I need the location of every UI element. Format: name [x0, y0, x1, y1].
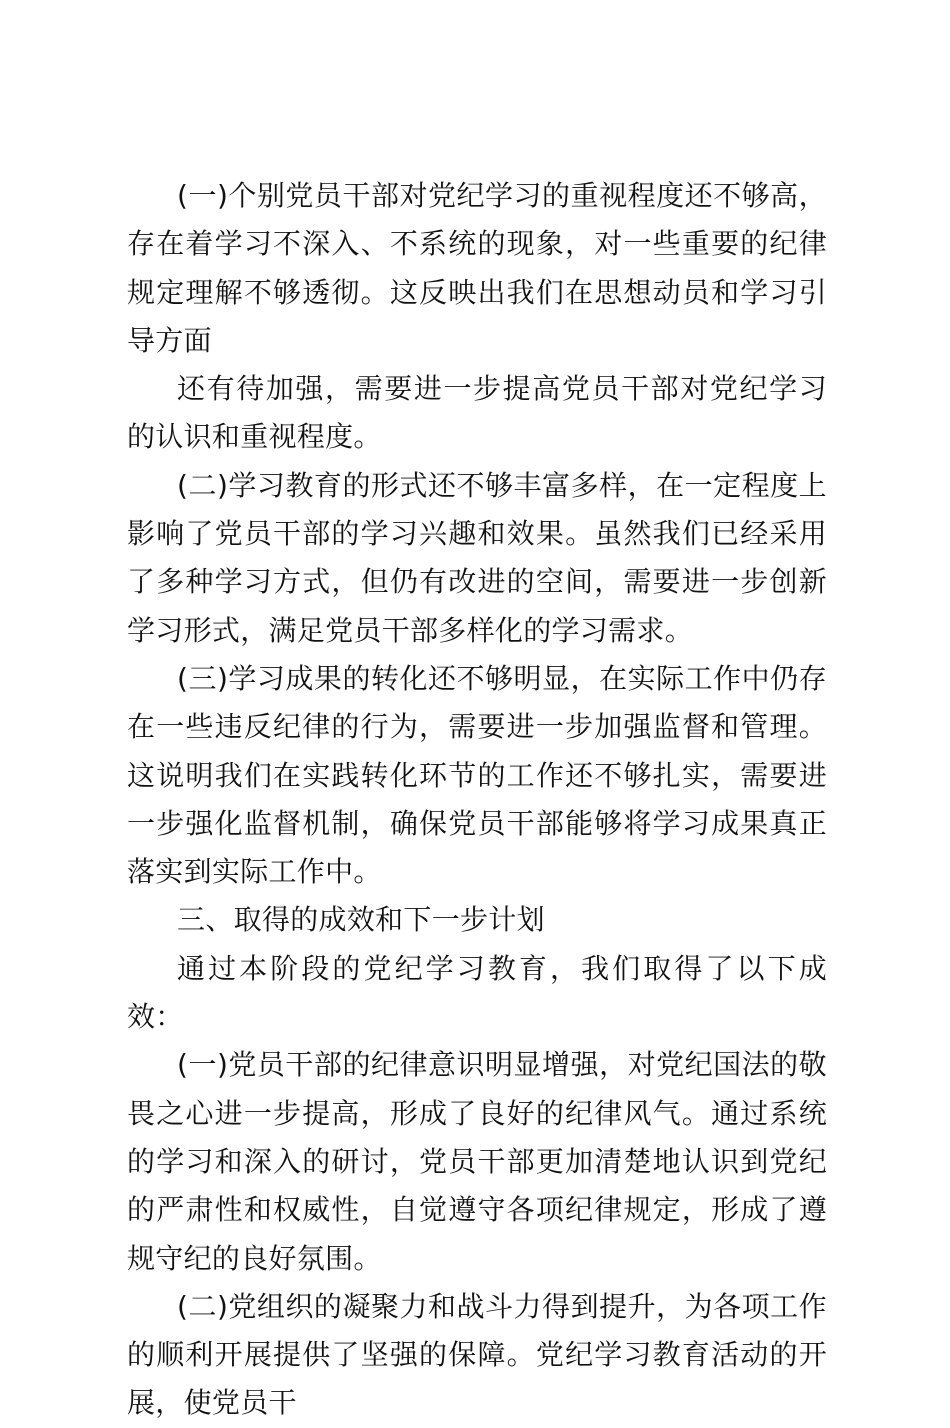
document-body [127, 172, 827, 1428]
paragraph-issue-1-continued: 还有待加强，需要进一步提高党员干部对党纪学习的认识和重视程度。 [127, 372, 827, 454]
paragraph-result-1: (一)党员干部的纪律意识明显增强，对党纪国法的敬畏之心进一步提高，形成了良好的纪律风气。通过系统的学习和深入的研讨，党员干部更加清楚地认识到党纪的严肃性和权威性，自觉遵守各项纪律规定，形成了遵规守纪的良好氛围。 [127, 1048, 827, 1275]
paragraph-issue-1: (一)个别党员干部对党纪学习的重视程度还不够高，存在着学习不深入、不系统的现象，对一些重要的纪律规定理解不够透彻。这反映出我们在思想动员和学习引导方面 [127, 179, 827, 357]
paragraph-intro-results: 通过本阶段的党纪学习教育，我们取得了以下成效： [127, 951, 827, 1034]
paragraph-result-2: (二)党组织的凝聚力和战斗力得到提升，为各项工作的顺利开展提供了坚强的保障。党纪学习教育活动的开展，使党员干 [127, 1289, 827, 1420]
paragraph-issue-2: (二)学习教育的形式还不够丰富多样，在一定程度上影响了党员干部的学习兴趣和效果。虽然我们已经采用了多种学习方式，但仍有改进的空间，需要进一步创新学习形式，满足党员干部多样化的学习需求。 [127, 468, 827, 647]
paragraph-issue-3: (三)学习成果的转化还不够明显，在实际工作中仍存在一些违反纪律的行为，需要进一步加强监督和管理。这说明我们在实践转化环节的工作还不够扎实，需要进一步强化监督机制，确保党员干部能够将学习成果真正落实到实际工作中。 [127, 661, 827, 889]
section-heading-3: 三、取得的成效和下一步计划 [177, 903, 545, 937]
